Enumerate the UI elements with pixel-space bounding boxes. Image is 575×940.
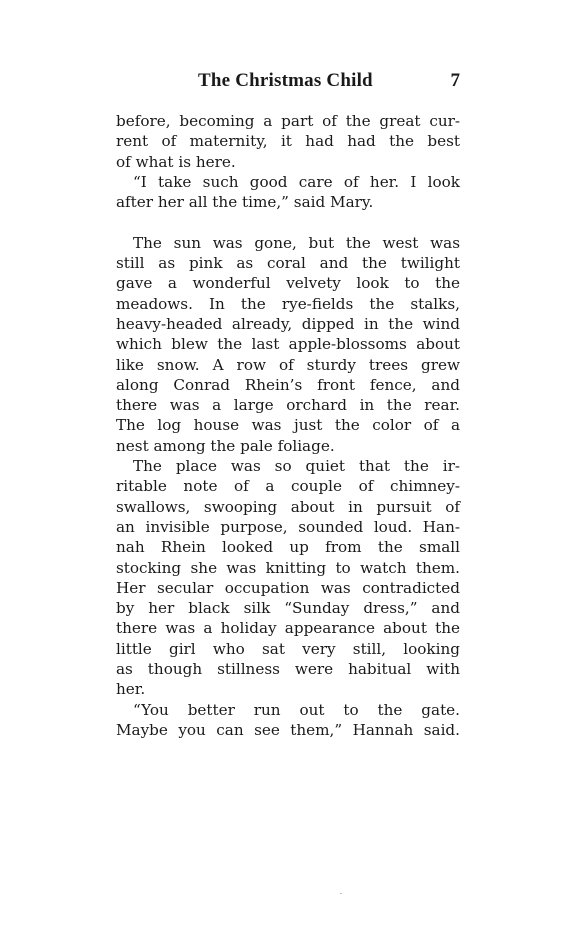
text-line: Her secular occupation was contradicted xyxy=(116,578,460,597)
text-line: there was a holiday appearance about the xyxy=(116,619,460,638)
paragraph xyxy=(116,456,460,700)
text-line: stocking she was knitting to watch them. xyxy=(116,558,460,577)
text-line: along Conrad Rhein’s front fence, and xyxy=(116,375,460,394)
print-speck xyxy=(340,893,342,894)
text-line: still as pink as coral and the twilight xyxy=(116,254,460,273)
text-line: nest among the pale foliage. xyxy=(116,436,335,455)
text-line: by her black silk “Sunday dress,” and xyxy=(116,599,460,618)
text-line: The sun was gone, but the west was xyxy=(133,233,460,252)
text-line: of what is here. xyxy=(116,152,236,171)
running-head-title: The Christmas Child xyxy=(198,70,373,91)
text-line: gave a wonderful velvety look to the xyxy=(116,274,460,293)
text-line: “I take such good care of her. I look xyxy=(133,172,460,191)
text-line: rent of maternity, it had had the best xyxy=(116,132,460,151)
text-line: “You better run out to the gate. xyxy=(133,700,460,719)
text-line: The log house was just the color of a xyxy=(116,416,460,435)
running-head xyxy=(116,70,460,94)
text-line: Maybe you can see them,” Hannah said. xyxy=(116,720,460,739)
text-line: like snow. A row of sturdy trees grew xyxy=(116,355,460,374)
text-line: her. xyxy=(116,680,146,699)
text-line: meadows. In the rye-fields the stalks, xyxy=(116,294,460,313)
text-line: after her all the time,” said Mary. xyxy=(116,193,374,212)
body-text xyxy=(116,111,460,740)
text-line: there was a large orchard in the rear. xyxy=(116,396,460,415)
text-line: heavy-headed already, dipped in the wind xyxy=(116,314,460,333)
paragraph xyxy=(116,700,460,741)
page-number: 7 xyxy=(450,70,460,91)
section-break xyxy=(116,212,460,232)
text-line: swallows, swooping about in pursuit of xyxy=(116,497,460,516)
text-line: The place was so quiet that the ir- xyxy=(133,457,460,476)
text-line: nah Rhein looked up from the small xyxy=(116,538,460,557)
text-line: little girl who sat very still, looking xyxy=(116,639,460,658)
text-line: an invisible purpose, sounded loud. Han- xyxy=(116,517,460,536)
text-line: before, becoming a part of the great cur- xyxy=(116,112,460,130)
paragraph xyxy=(116,233,460,456)
paragraph xyxy=(116,172,460,213)
text-line: as though stillness were habitual with xyxy=(116,660,460,679)
text-line: ritable note of a couple of chimney- xyxy=(116,477,460,496)
paragraph xyxy=(116,111,460,172)
text-line: which blew the last apple-blossoms about xyxy=(116,335,460,354)
